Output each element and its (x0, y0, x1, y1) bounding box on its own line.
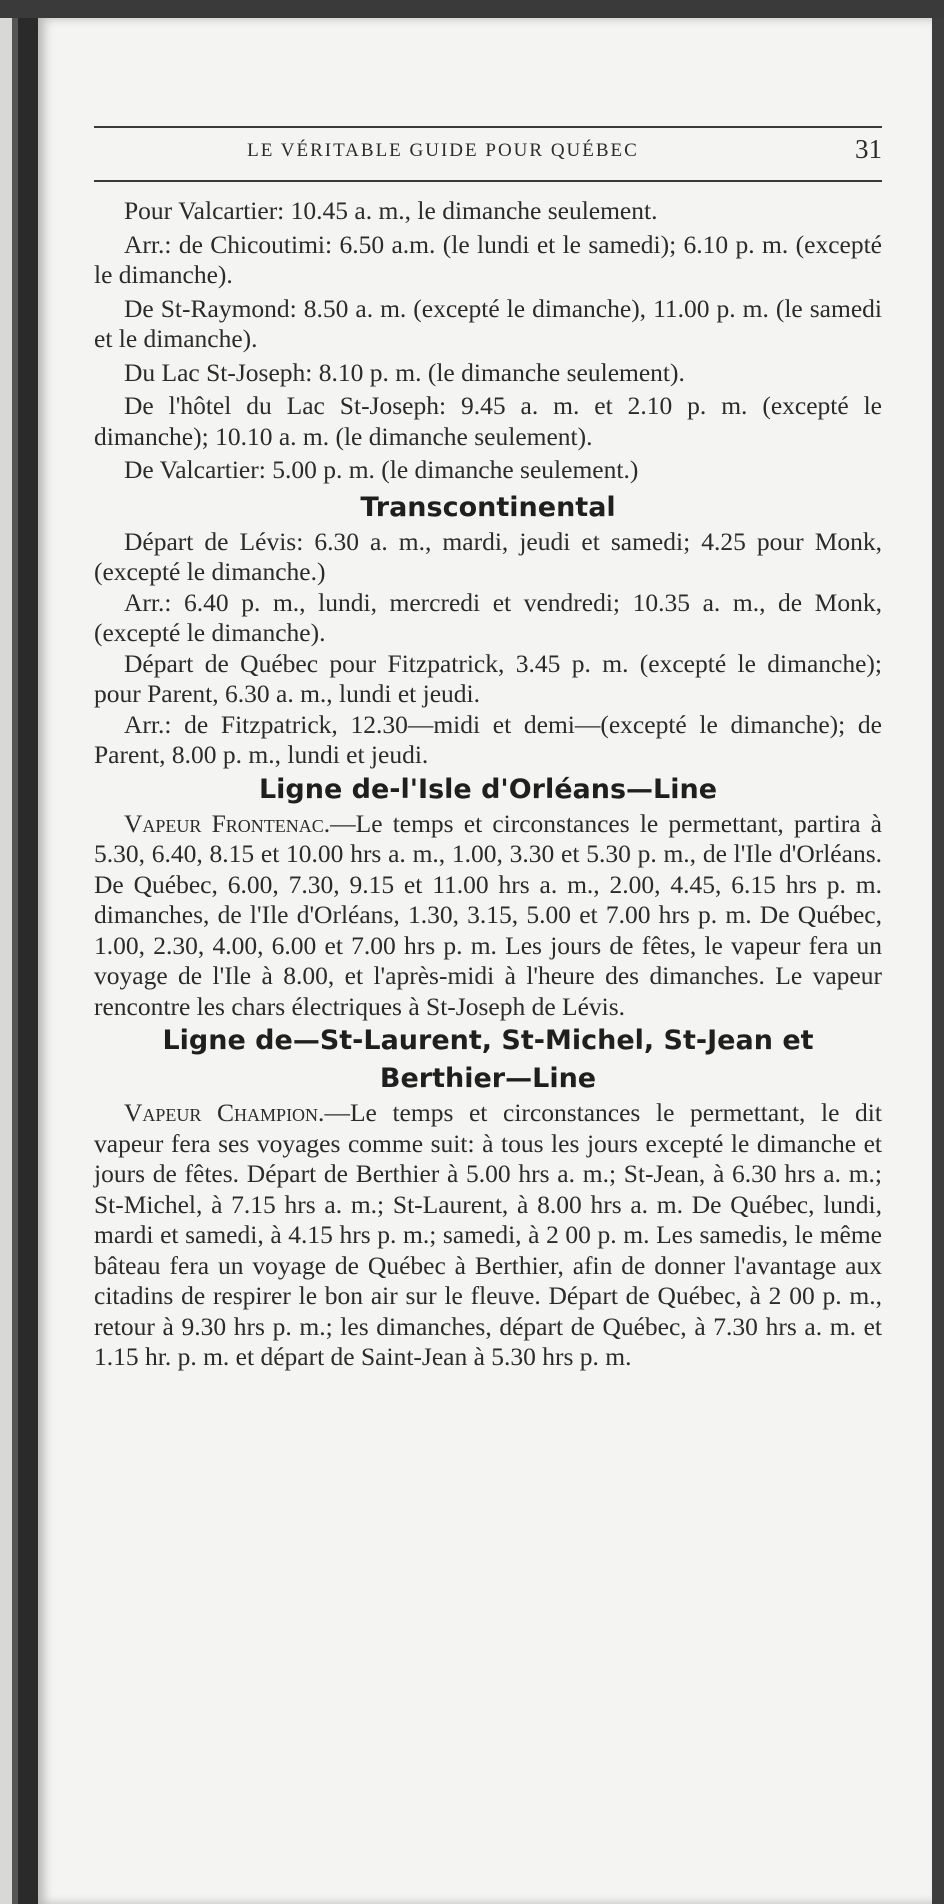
section-heading-transcontinental: Transcontinental (360, 491, 616, 523)
paragraph (94, 1098, 882, 1373)
paragraph: Pour Valcartier: 10.45 a. m., le dimanche seulement. (124, 196, 658, 225)
header-rule-bottom (94, 180, 882, 182)
paragraph: Arr.: de Chicoutimi: 6.50 a.m. (le lundi et le samedi); 6.10 p. m. (excepté le dimanche). (94, 229, 882, 289)
section-schedule-top (94, 196, 882, 486)
book-page (38, 18, 932, 1904)
section-isle-orleans (94, 809, 882, 1023)
paragraph: Du Lac St-Joseph: 8.10 p. m. (le dimanche seulement). (124, 357, 685, 387)
vessel-name: Vapeur Champion. (124, 1098, 325, 1127)
running-title: LE VÉRITABLE GUIDE POUR QUÉBEC (247, 140, 639, 161)
scan-right-edge (932, 18, 944, 1904)
paragraph: De Valcartier: 5.00 p. m. (le dimanche seulement.) (124, 455, 639, 484)
page-number: 31 (855, 134, 882, 164)
paragraph (94, 809, 882, 1023)
vessel-name: Vapeur Frontenac. (124, 808, 331, 838)
scan-top-edge (0, 0, 944, 18)
running-header (94, 128, 882, 180)
section-transcontinental (94, 527, 882, 771)
paragraph: Arr.: de Fitzpatrick, 12.30—midi et demi—(excepté le dimanche); de Parent, 8.00 p. m., lundi et jeudi. (94, 709, 882, 769)
section-st-laurent (94, 1098, 882, 1373)
paragraph-text: —Le temps et circonstances le permettant, le dit vapeur fera ses voyages comme suit: à tous les jours excepté le dimanche et jours de fêtes. Départ de Berthier à 5.00 hrs a. m.; St-Jean, à 6.30 hrs a. m.; St-Michel, à 7.15 hrs a. m.; St-Laurent, à 8.00 hrs a. m. De Québec, lundi, mardi et samedi, à 4.15 hrs p. m.; samedi, à 2 00 p. m. Les samedis, le même bâteau fera un voyage de Québec à Berthier, afin de donner l'avantage aux citadins de respirer le bon air sur le fleuve. Départ de Québec, à 2 00 p. m., retour à 9.30 hrs p. m.; les dimanches, départ de Québec, à 7.30 hrs a. m. et 1.15 hr. p. m. et départ de Saint-Jean à 5.30 hrs p. m. (94, 1098, 882, 1371)
paragraph: Départ de Québec pour Fitzpatrick, 3.45 p. m. (excepté le dimanche); pour Parent, 6.30 a. m., lundi et jeudi. (94, 648, 882, 708)
paragraph-text: —Le temps et circonstances le permettant, partira à 5.30, 6.40, 8.15 et 10.00 hrs a. m., 1.00, 3.30 et 5.30 p. m., de l'Ile d'Orléans. De Québec, 6.00, 7.30, 9.15 et 11.00 hrs a. m., 2.00, 4.45, 6.15 hrs p. m. dimanches, de l'Ile d'Orléans, 1.30, 3.15, 5.00 et 7.00 hrs p. m. De Québec, 1.00, 2.30, 4.00, 6.00 et 7.00 hrs p. m. Les jours de fêtes, le vapeur fera un voyage de l'Ile à 8.00, et l'après-midi à l'heure des dimanches. Le vapeur rencontre les chars électriques à St-Joseph de Lévis. (94, 808, 882, 1021)
paragraph: De St-Raymond: 8.50 a. m. (excepté le dimanche), 11.00 p. m. (le samedi et le dimanche). (94, 293, 882, 353)
heading-line: Berthier—Line (379, 1063, 597, 1094)
paragraph: Départ de Lévis: 6.30 a. m., mardi, jeudi et samedi; 4.25 pour Monk, (excepté le dimanche.) (94, 526, 882, 586)
scan-left-edge (0, 18, 12, 1904)
heading-line: Ligne de—St-Laurent, St-Michel, St-Jean et (162, 1025, 814, 1056)
paragraph: Arr.: 6.40 p. m., lundi, mercredi et vendredi; 10.35 a. m., de Monk, (excepté le dimanche). (94, 587, 882, 647)
section-heading-isle-orleans: Ligne de-l'Isle d'Orléans—Line (258, 773, 718, 805)
section-heading-st-laurent (94, 1022, 882, 1098)
paragraph: De l'hôtel du Lac St-Joseph: 9.45 a. m. et 2.10 p. m. (excepté le dimanche); 10.10 a. m. (le dimanche seulement). (94, 391, 882, 451)
page-content (94, 126, 882, 1373)
